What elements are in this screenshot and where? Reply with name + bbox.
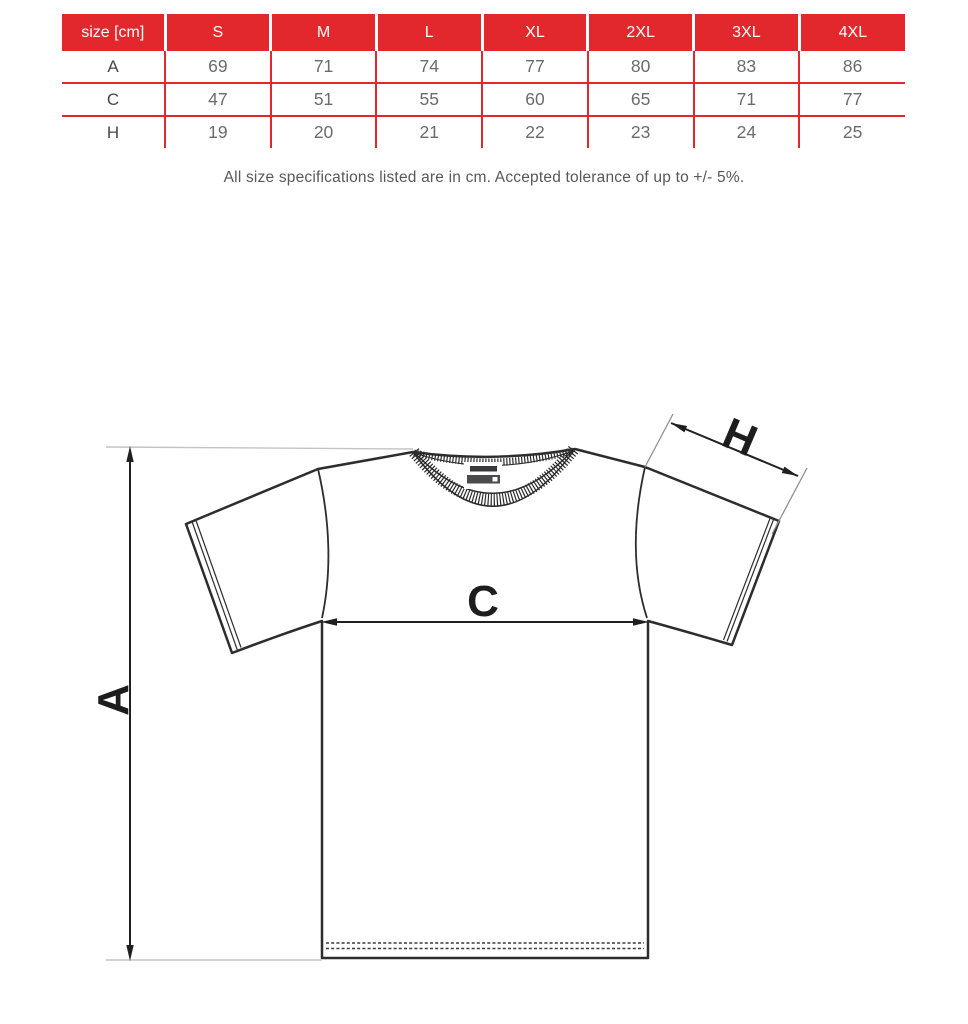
cell-h-3xl: 24 bbox=[694, 116, 800, 148]
header-cell-m: M bbox=[271, 14, 377, 51]
row-label-c: C bbox=[62, 83, 165, 116]
cell-a-2xl: 80 bbox=[588, 51, 694, 83]
cell-c-m: 51 bbox=[271, 83, 377, 116]
row-label-a: A bbox=[62, 51, 165, 83]
dimension-a bbox=[89, 446, 138, 961]
dimension-h-arrowhead-right bbox=[782, 467, 798, 476]
cell-a-l: 74 bbox=[376, 51, 482, 83]
cell-a-s: 69 bbox=[165, 51, 271, 83]
cell-h-xl: 22 bbox=[482, 116, 588, 148]
extension-line-h-shoulder bbox=[645, 414, 673, 467]
header-cell-2xl: 2XL bbox=[588, 14, 694, 51]
cell-c-3xl: 71 bbox=[694, 83, 800, 116]
header-cell-s: S bbox=[165, 14, 271, 51]
tolerance-note: All size specifications listed are in cm. Accepted tolerance of up to +/- 5%. bbox=[223, 169, 745, 186]
dimension-a-label: A bbox=[89, 684, 138, 716]
cell-c-4xl: 77 bbox=[799, 83, 905, 116]
cell-c-s: 47 bbox=[165, 83, 271, 116]
row-label-h: H bbox=[62, 116, 165, 148]
cell-a-xl: 77 bbox=[482, 51, 588, 83]
dimension-a-arrowhead-top bbox=[126, 446, 133, 462]
header-cell-4xl: 4XL bbox=[799, 14, 905, 51]
cell-h-s: 19 bbox=[165, 116, 271, 148]
header-cell-3xl: 3XL bbox=[694, 14, 800, 51]
cell-h-2xl: 23 bbox=[588, 116, 694, 148]
dimension-h-label: H bbox=[715, 408, 765, 467]
header-cell-xl: XL bbox=[482, 14, 588, 51]
brand-label-size-box bbox=[493, 477, 498, 482]
cell-a-4xl: 86 bbox=[799, 51, 905, 83]
header-cell-l: L bbox=[376, 14, 482, 51]
header-cell-size-cm: size [cm] bbox=[62, 14, 165, 51]
dimension-h-arrowhead-left bbox=[671, 423, 687, 432]
extension-line-top bbox=[106, 447, 413, 449]
cell-a-3xl: 83 bbox=[694, 51, 800, 83]
dimension-c-label: C bbox=[467, 577, 499, 626]
brand-logo-mark bbox=[470, 466, 497, 472]
cell-c-l: 55 bbox=[376, 83, 482, 116]
cell-h-4xl: 25 bbox=[799, 116, 905, 148]
extension-line-h-cuff bbox=[772, 468, 807, 534]
cell-h-l: 21 bbox=[376, 116, 482, 148]
cell-h-m: 20 bbox=[271, 116, 377, 148]
cell-a-m: 71 bbox=[271, 51, 377, 83]
brand-label bbox=[464, 462, 502, 489]
cell-c-2xl: 65 bbox=[588, 83, 694, 116]
tshirt-outline bbox=[186, 449, 779, 958]
dimension-a-arrowhead-bottom bbox=[126, 945, 133, 961]
cell-c-xl: 60 bbox=[482, 83, 588, 116]
